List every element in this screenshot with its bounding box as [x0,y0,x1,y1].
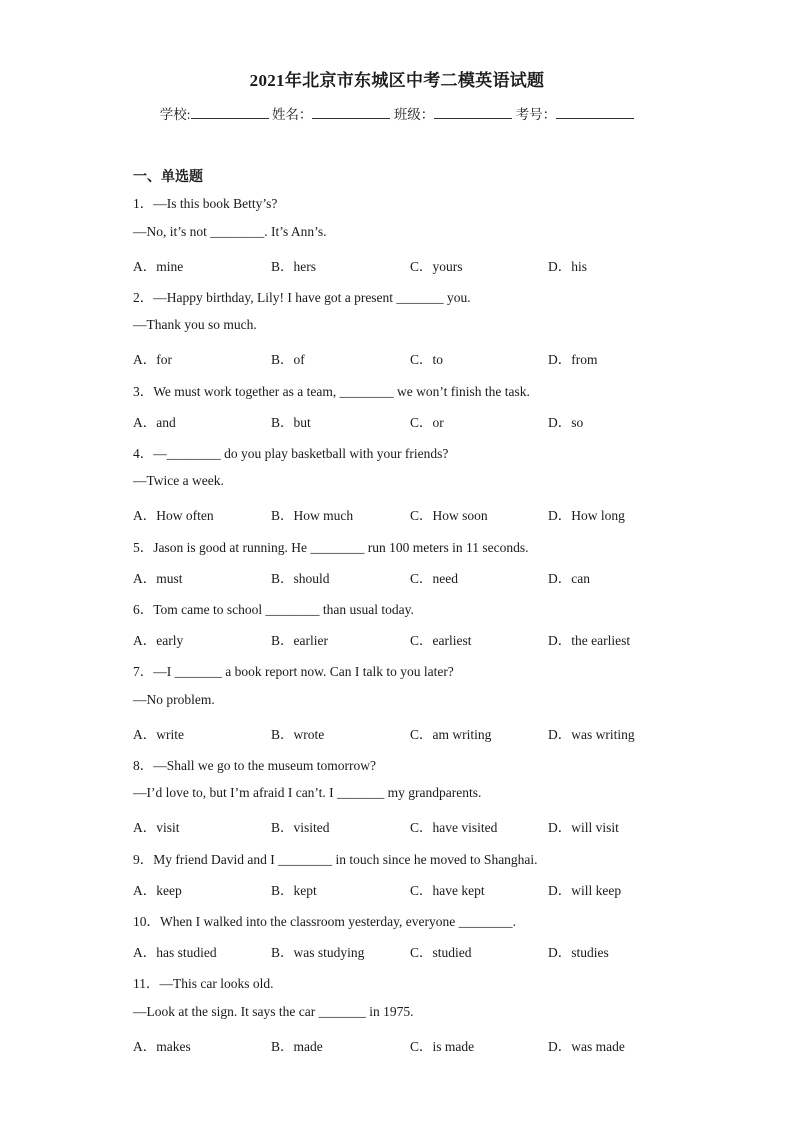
option-b[interactable]: B．hers [271,259,316,274]
option-c[interactable]: C．need [410,571,458,586]
option-b[interactable]: B．wrote [271,727,325,742]
question-line: 5．Jason is good at running. He ________ run 100 meters in 11 seconds. [133,540,529,555]
option-d[interactable]: D．the earliest [548,633,631,648]
question-line: 7．—I _______ a book report now. Can I talk to you later? [133,664,454,679]
question-line: 9．My friend David and I ________ in touch since he moved to Shanghai. [133,852,538,867]
option-d[interactable]: D．from [548,352,598,367]
question-line: 1．—Is this book Betty’s? [133,196,278,211]
question-line: 11．—This car looks old. [133,976,274,991]
option-b[interactable]: B．earlier [271,633,328,648]
class-label: 班级： [393,107,435,122]
question-line: —Twice a week. [133,473,224,488]
question-line: 8．—Shall we go to the museum tomorrow? [133,758,376,773]
option-b[interactable]: B．should [271,571,330,586]
option-d[interactable]: D．will keep [548,883,622,898]
class-blank[interactable] [434,106,512,119]
option-d[interactable]: D．How long [548,508,625,523]
option-c[interactable]: C．to [410,352,444,367]
option-d[interactable]: D．was made [548,1039,625,1054]
option-c[interactable]: C．How soon [410,508,488,523]
school-label: 学校: [159,107,191,122]
exam-title: 2021年北京市东城区中考二模英语试题 [249,71,545,90]
question-line: 4．—________ do you play basketball with your friends? [133,446,449,461]
exam-number-label: 考号： [515,107,557,122]
option-c[interactable]: C．yours [410,259,463,274]
question-line: 10．When I walked into the classroom yesterday, everyone ________. [133,914,517,929]
question-line: —No, it’s not ________. It’s Ann’s. [133,224,327,239]
exam-number-blank[interactable] [556,106,634,119]
option-a[interactable]: A．write [133,727,184,742]
option-d[interactable]: D．his [548,259,588,274]
option-b[interactable]: B．of [271,352,305,367]
student-info-line [0,103,794,123]
question-line: 6．Tom came to school ________ than usual today. [133,602,414,617]
option-c[interactable]: C．or [410,415,444,430]
option-b[interactable]: B．was studying [271,945,365,960]
question-line: —Look at the sign. It says the car _______ in 1975. [133,1004,414,1019]
option-c[interactable]: C．am writing [410,727,492,742]
option-d[interactable]: D．was writing [548,727,635,742]
option-c[interactable]: C．is made [410,1039,475,1054]
option-d[interactable]: D．studies [548,945,609,960]
option-a[interactable]: A．How often [133,508,214,523]
option-a[interactable]: A．must [133,571,183,586]
option-a[interactable]: A．and [133,415,176,430]
section-title: 一、单选题 [133,170,203,185]
option-c[interactable]: C．earliest [410,633,472,648]
option-b[interactable]: B．made [271,1039,323,1054]
option-c[interactable]: C．have visited [410,820,498,835]
option-a[interactable]: A．for [133,352,172,367]
option-a[interactable]: A．has studied [133,945,217,960]
option-c[interactable]: C．have kept [410,883,485,898]
option-b[interactable]: B．kept [271,883,317,898]
question-line: 2．—Happy birthday, Lily! I have got a present _______ you. [133,290,471,305]
option-b[interactable]: B．but [271,415,311,430]
school-blank[interactable] [191,106,269,119]
name-blank[interactable] [312,106,390,119]
question-line: —I’d love to, but I’m afraid I can’t. I _______ my grandparents. [133,785,482,800]
option-a[interactable]: A．visit [133,820,180,835]
option-a[interactable]: A．keep [133,883,182,898]
option-b[interactable]: B．visited [271,820,330,835]
option-a[interactable]: A．makes [133,1039,191,1054]
option-a[interactable]: A．mine [133,259,184,274]
name-label: 姓名： [271,107,313,122]
question-line: 3．We must work together as a team, ________ we won’t finish the task. [133,384,530,399]
question-line: —No problem. [133,692,215,707]
question-line: —Thank you so much. [133,317,257,332]
option-d[interactable]: D．so [548,415,584,430]
option-b[interactable]: B．How much [271,508,354,523]
option-a[interactable]: A．early [133,633,184,648]
option-d[interactable]: D．will visit [548,820,619,835]
option-d[interactable]: D．can [548,571,590,586]
option-c[interactable]: C．studied [410,945,472,960]
